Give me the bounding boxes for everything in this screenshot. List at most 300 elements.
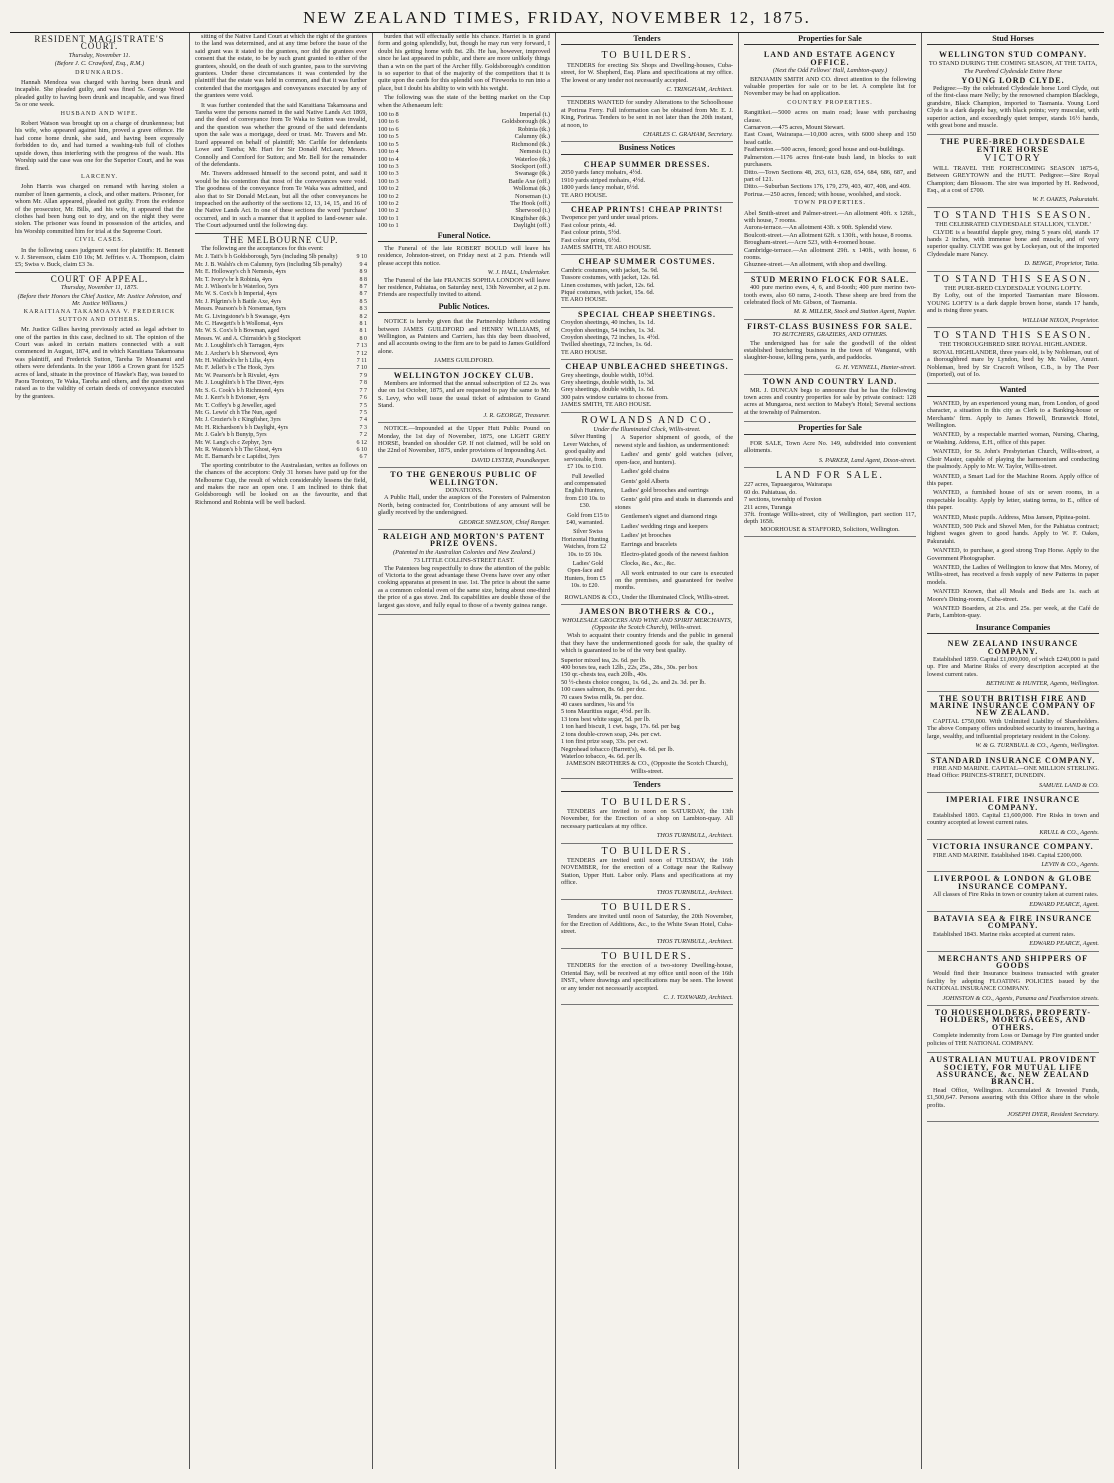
horse-5-name: THE THOROUGHBRED SIRE ROYAL HIGHLANDER. [939, 341, 1087, 349]
list-item: Ladies' and gents' gold watches (silver, open-face, and hunters). [615, 451, 733, 466]
list-item-value: 8 8 [359, 276, 367, 283]
tender-4-signature: THOS TURNBULL, Architect. [656, 888, 733, 896]
list-item: 7 sections, township of Foxton [744, 496, 822, 504]
list-item-value: 6 10 [356, 446, 367, 453]
list-item: 1 ton hard biscuit, 1 cwt. bags, 17s. 6d. per bag [561, 723, 680, 731]
stud-horses-heading: Stud Horses [927, 33, 1099, 45]
husband-wife-text: Robert Watson was brought up on a charge of drunkenness; but his wife, who appeared against him, proved a grave offence. He had come home drunk, she said, and having been expressly forbidden to do, and had turned a washing-tub full of clothes upside down, thus interfering with the progress of the wash. His Worship said the case was one for the Superior Court, and he was fined. [15, 120, 184, 172]
list-item: A Superior shipment of goods, of the newest style and fashion, as undermentioned: [615, 434, 733, 449]
list-item-value: The Hook (off.) [510, 199, 550, 207]
list-item [195, 321, 367, 328]
impound-signature: DAVID LYSTER, Poundkeeper. [471, 456, 550, 464]
insurance-9-text: Complete indemnity from Loss or Damage by Fire granted under policies of THE NATIONAL COMPANY. [927, 1032, 1099, 1047]
town-acre-ad [744, 438, 916, 468]
insurance-ad-7 [927, 912, 1099, 952]
list-item: Twilled sheetings, 72 inches, 1s. 6d. [561, 341, 653, 349]
list-item-value: 8 1 [359, 328, 367, 335]
list-item-value: Richmond (tk.) [511, 140, 550, 148]
list-item-value: 6 12 [356, 439, 367, 446]
list-item [195, 417, 367, 424]
horse-2-text: WILL TRAVEL THE FORTHCOMING SEASON 1875-6, Between GREYTOWN and the HUTT. Pedigree:—Sire Royal Champion; dam Blossom. The sire was imported by H. Redwood, Esq., at a cost of £700. [927, 164, 1099, 194]
list-item: WANTED, by a respectable married woman, Nursing, Charing, or Washing. Address, E.H., office of this paper. [927, 431, 1099, 446]
stud-ad-2 [927, 135, 1099, 207]
stud-company-title: WELLINGTON STUD COMPANY. [938, 50, 1088, 60]
appeal-heading: COURT OF APPEAL. [50, 273, 149, 284]
tender-ad-2 [561, 97, 733, 142]
jockey-club-title: WELLINGTON JOCKEY CLUB. [393, 370, 535, 380]
appeal-continued-b: It was further contended that the said Karaitiana Takamoana and Tareha were the persons named in the said Native Lands Act 1869, and the deed of conveyance from Te Waka to Sutton was invalid, and the question was whether the ground of the said defendants upon the sale was a mortgage, deed or trust. Mr. Travers and Mr. Izard appeared on behalf of plaintiff; Mr. Carlile for defendants Lowe and Tareha; Mr. Hart for Sir Donald McLean; Messrs. Connolly and Cornford for Sutton; and Mr. Bell for the remainder of the defendants. [195, 101, 367, 168]
funeral-notice-2: The Funeral of the late FRANCIS SOPHIA LONDON will leave her residence, Pahiatua, on Saturday next, 13th November, at 2 p.m. Friends are respectfully invited to attend. [378, 276, 550, 299]
jameson-list [561, 657, 733, 761]
list-item: JAMES SMITH, TE ARO HOUSE. [561, 243, 652, 251]
list-item-label: Mr. J. Gale's b h Bunyip, 5yrs [195, 432, 267, 439]
cheap-prints-title: CHEAP PRINTS! CHEAP PRINTS! [570, 204, 724, 214]
list-item: Silver Hunting Lever Watches, of good quality and serviceable, from £7 10s. to £10. [563, 434, 607, 471]
butchers-ad [744, 320, 916, 375]
list-item: 1 ton first prize soap, 33s. per cwt. [561, 738, 649, 746]
list-item [195, 254, 367, 261]
insurance-ad-6 [927, 872, 1099, 912]
funeral-notice-1-signature: W. J. HALL, Undertaker. [487, 269, 550, 277]
list-item: 60 do. Pahiatuaa, do. [744, 488, 797, 496]
list-item-value: Swanage (tk.) [515, 170, 550, 178]
masthead-title: NEW ZEALAND TIMES, FRIDAY, NOVEMBER 12, 1875. [303, 8, 811, 27]
tender-3-text: TENDERS are invited to noon on SATURDAY, the 13th November, for the Erection of a shop on Lambton-quay. All necessary particulars at my office. [561, 807, 733, 830]
insurance-2-title: THE SOUTH BRITISH FIRE AND MARINE INSURANCE COMPANY OF NEW ZEALAND. [930, 693, 1096, 718]
betting-list [378, 111, 550, 230]
ovens-address: 73 LITTLE COLLINS-STREET EAST. [413, 557, 515, 565]
column-1 [10, 33, 190, 1469]
list-item-label: 100 to 2 [378, 207, 399, 215]
land-for-sale-title: LAND FOR SALE. [776, 469, 884, 481]
horse-3-heading: TO STAND THIS SEASON. [933, 209, 1093, 221]
insurance-3-text: FIRE AND MARINE. CAPITAL—ONE MILLION STERLING. Head Office: PRINCES-STREET, DUNEDIN. [927, 764, 1099, 780]
list-item [195, 284, 367, 291]
list-item: 40 cases sardines, ¼s and ½s [561, 701, 635, 709]
insurance-6-title: LIVERPOOL & LONDON & GLOBE INSURANCE COMPANY. [933, 874, 1093, 891]
rowlands-watches-list [561, 434, 612, 593]
insurance-ad-5 [927, 840, 1099, 872]
list-item-label: Mr. J. Kerr's b h Eviomer, 4yrs [195, 395, 269, 402]
list-item: Earrings and bracelets [621, 541, 677, 549]
list-item-value: 7 8 [359, 380, 367, 387]
stud-ad-3 [927, 208, 1099, 272]
funeral-section-heading: Funeral Notice. [378, 230, 550, 242]
list-item [195, 358, 367, 365]
list-item: Aurora-terrace.—An allotment 43ft. x 90ft. Splendid view. [744, 224, 893, 232]
donations-notice [378, 468, 550, 530]
land-agency-text: BENJAMIN SMITH AND CO. direct attention to the following valuable properties for sale or to be let. A complete list for November may be had on application. [744, 75, 916, 98]
appeal-date: Thursday, November 11, 1875. [60, 284, 139, 292]
insurance-3-signature: SAMUEL LAND & CO. [1038, 781, 1099, 789]
list-item-value: 7 4 [359, 417, 367, 424]
list-item [378, 215, 550, 222]
list-item: 70 cases Swiss milk, 9s. per doz. [561, 693, 644, 701]
list-item-label: Mr. J. B. Walsh's ch m Calumny, 6yrs (including 5lb penalty) [195, 261, 342, 268]
melbourne-cup-text: The sporting contributor to the Australasian, writes as follows on the chances of the acceptors: Only 31 horses have paid up for the Melbourne Cup, the result of which considerably lessens the field, and makes the race an open one. I am inclined to think that Goldsborough will be looked on as the favourite, and that Richmond and Robinia will be well backed. [195, 461, 367, 506]
list-item-label: Mr. C. Hawgett's b h Wollomai, 4yrs [195, 321, 283, 328]
column-6 [922, 33, 1104, 1469]
larceny-subhead: LARCENY. [80, 173, 119, 180]
list-item-label: Mr. T. Ivory's br h Robinia, 4yrs [195, 276, 273, 283]
tender-ad-6 [561, 949, 733, 1005]
list-item: All work entrusted to our care is executed on the premises, and guaranteed for twelve months. [615, 569, 733, 592]
appeal-before: (Before their Honors the Chief Justice, Mr. Justice Johnston, and Mr. Justice Williams.) [17, 292, 182, 307]
list-item [378, 111, 550, 118]
list-item: Negrohead tobacco (Barrett's), 4s. 6d. per lb. [561, 745, 675, 753]
list-item: Featherston.—500 acres, fenced; good house and out-buildings. [744, 146, 905, 154]
melbourne-cup-heading: THE MELBOURNE CUP. [223, 234, 339, 245]
tender-4-title: TO BUILDERS. [601, 845, 693, 857]
list-item [195, 269, 367, 276]
list-item: TE ARO HOUSE. [561, 191, 608, 199]
list-item: Croydon sheetings, 54 inches, 1s. 3d. [561, 326, 655, 334]
list-item-label: Mr. J. Loughlin's b h The Diver, 4yrs [195, 380, 284, 387]
list-item: Grey sheetings, double width, 1s. 6d. [561, 386, 655, 394]
horse-2-heading: THE PURE-BRED CLYDESDALE ENTIRE HORSE [940, 137, 1086, 154]
jameson-footer: JAMESON BROTHERS & CO., (Opposite the Scotch Church), Willis-street. [566, 760, 728, 775]
list-item-value: 8 2 [359, 313, 367, 320]
list-item: 300 pairs window curtains to choose from. [561, 393, 669, 401]
list-item-label: 100 to 1 [378, 222, 399, 230]
cheap-dresses-title: CHEAP SUMMER DRESSES. [583, 159, 711, 169]
costumes-title: CHEAP SUMMER COSTUMES. [578, 257, 716, 267]
horse-5-text: ROYAL HIGHLANDER, three years old, is by Nobleman, out of a thoroughbred mare by Lyndon, bred by Mr. Vallee, Amuri. Nobleman, bred by Sir Cracroft Wilson, C.B., is by The Peer (imported), out of Io. [927, 348, 1099, 379]
insurance-2-signature: W. & G. TURNBULL & CO., Agents, Wellington. [975, 742, 1099, 750]
jockey-club-signature: J. R. GEORGE, Treasurer. [483, 411, 550, 419]
list-item: 150 qr.-chests tea, each 20lb., 40s. [561, 671, 648, 679]
list-item-label: 100 to 4 [378, 155, 399, 163]
column-2 [190, 33, 373, 1469]
list-item [195, 454, 367, 461]
tender-ad-5 [561, 900, 733, 949]
rowlands-footer: ROWLANDS & CO., Under the Illuminated Clock, Willis-street. [564, 593, 730, 601]
list-item: WANTED Boarders, at 21s. and 25s. per week, at the Café de Paris, Lambton-quay. [927, 605, 1099, 620]
list-item-value: Battle Axe (off.) [508, 177, 550, 185]
list-item [378, 207, 550, 214]
merino-ad [744, 273, 916, 320]
list-item [195, 425, 367, 432]
list-item: WANTED, to purchase, a good strong Trap Horse. Apply to the Government Photographer. [927, 547, 1099, 562]
list-item: WANTED, 500 Pick and Shovel Men, for the Pahiatua contract; highest wages given to good hands. Apply to W. F. Oakes, Pakuratahi. [927, 522, 1099, 545]
unbleached-ad [561, 360, 733, 412]
list-item: Cambric costumes, with jacket, 5s. 9d. [561, 266, 659, 274]
insurance-5-signature: LEVIN & CO., Agents. [1041, 860, 1099, 868]
insurance-4-signature: KRULL & CO., Agents. [1039, 828, 1099, 836]
tender-5-title: TO BUILDERS. [601, 902, 693, 913]
insurance-ad-1 [927, 637, 1099, 691]
horse-3-signature: D. BENGE, Proprietor, Taita. [1024, 260, 1099, 268]
list-item-value: Nemesis (t.) [519, 148, 550, 156]
melbourne-cup-intro: The following are the acceptances for this event: [201, 244, 324, 252]
insurance-3-title: STANDARD INSURANCE COMPANY. [930, 755, 1096, 765]
insurance-7-signature: EDWARD PEARCE, Agent. [1029, 940, 1099, 948]
list-item [378, 133, 550, 140]
list-item [195, 351, 367, 358]
tenders-heading: Tenders [561, 33, 733, 45]
ovens-text: The Patentees beg respectfully to draw the attention of the public of Victoria to the great advantage these Ovens have over any other cooking apparatus at present in use. 1st. The price is about the same as a common colonial oven of the same size, being about one-third the price of a gas stove. 2nd. Its capabilities are double those of the largest gas stove, and fully equal to those of a twenty guinea range. [378, 564, 550, 609]
insurance-10-signature: JOSEPH DYER, Resident Secretary. [1007, 1110, 1099, 1118]
rm-court-date: Thursday, November 11. [68, 51, 131, 59]
civil-text: In the following cases judgment went for plaintiffs: H. Bennett v. J. Stevenson, claim £10 10s; M. Jeffries v. A. Thompson, claim £5; Swiss v. Buck, claim £3 3s. [15, 246, 184, 269]
list-item: Electro-plated goods of the newest fashion [621, 550, 729, 558]
newspaper-page [10, 0, 1104, 1470]
drunkards-subhead: DRUNKARDS. [75, 69, 124, 76]
horse-1-text: Pedigree:—By the celebrated Clydesdale horse Lord Clyde, out of the first-class mare Nelly; by the renowned champion Blacklegs, grandsire, Black Champion, imported to Tasmania. Young Lord Clyde is a dark dapple bay, with black points; very muscular, with superior action, and exceedingly quiet temper, stands 16½ hands, with great bone and muscle. [927, 85, 1099, 130]
list-item-label: Mr. J. Wilson's br h Waterloo, 5yrs [195, 284, 279, 290]
country-properties-heading: COUNTRY PROPERTIES. [787, 99, 873, 106]
list-item: WANTED, a furnished house of six or seven rooms, in a respectable locality. Apply by letter, stating terms, to E., office of this paper. [927, 489, 1099, 512]
horse-3-name: THE CELEBRATED CLYDESDALE STALLION, 'CLYDE.' [935, 221, 1091, 229]
list-item: TE ARO HOUSE. [561, 348, 608, 356]
butchers-text: The undersigned has for sale the goodwill of the oldest established butchering business in the town of Wanganui, with slaughter-house, killing pens, yards, and paddocks. [744, 339, 916, 362]
list-item: Ladies' Gold Open-face and Hunters, from £5 10s. to £20. [564, 560, 606, 590]
cheap-dresses-list [561, 169, 733, 199]
list-item-label: Mr. G. Lewis' ch h The Nun, aged [195, 409, 277, 416]
list-item [195, 432, 367, 439]
donations-signature: GEORGE SNELSON, Chief Ranger. [458, 518, 550, 526]
cup-continued-a: burden that will effectually settle his chance. Harriet is in grand form and going splendidly, but, though he may run very forward, I doubt his getting home with 8st. 2lb. He has, however, improved since he last appeared in public, and there are more unlikely things than a win on the part of the Archer filly. Goldsborough's condition is so superior to that of the majority of the competitors that it is quite upon the cards for this splendid son of Fireworks to run into a place, but I doubt his ability to win with his weight. [378, 33, 550, 92]
list-item-value: 7 5 [359, 402, 367, 409]
insurance-5-title: VICTORIA INSURANCE COMPANY. [932, 842, 1094, 852]
list-item-label: 100 to 6 [378, 125, 399, 133]
list-item [378, 193, 550, 200]
list-item: TE ARO HOUSE. [561, 296, 608, 304]
list-item: Carnarvon.—475 acres, Mount Stewart. [744, 124, 845, 132]
costumes-list [561, 267, 733, 304]
list-item: Linen costumes, with jacket, 12s. 6d. [561, 281, 655, 289]
list-item: Ditto.—Suburban Sections 176, 179, 279, 403, 407, 408, and 409. [744, 183, 911, 191]
jockey-club-text: Members are informed that the annual subscription of £2 2s. was due on 1st October, 1875, and are requested to pay the same to Mr. S. Levy, who will issue the usual ticket of admission to Grand Stand. [378, 380, 550, 410]
list-item [378, 126, 550, 133]
list-item-label: Mr. H. Richardson's b h Daylight, 4yrs [195, 424, 288, 431]
business-notices-heading: Business Notices [561, 142, 733, 154]
list-item [195, 306, 367, 313]
tenders-2-heading: Tenders [561, 779, 733, 791]
list-item-value: 9 10 [356, 254, 367, 261]
list-item-label: 100 to 1 [378, 214, 399, 222]
list-item: Twopence per yard under usual prices. [561, 214, 659, 222]
column-3 [373, 33, 556, 1469]
cheap-prints-list [561, 214, 733, 251]
rowlands-goods-list [615, 434, 733, 593]
list-item-value: Goldsborough (tk.) [501, 118, 550, 126]
list-item: Waterloo tobacco, 4s. 6d. per lb. [561, 752, 643, 760]
list-item-label: 100 to 5 [378, 133, 399, 141]
impound-notice [378, 423, 550, 468]
public-notices-heading: Public Notices. [378, 301, 550, 313]
list-item: Palmerston.—1176 acres first-rate bush land, in blocks to suit purchasers. [744, 153, 916, 169]
list-item-value: 7 13 [356, 343, 367, 350]
insurance-6-text: All classes of Fire Risks in town or country taken at current rates. [933, 891, 1099, 899]
stud-ad-4 [927, 272, 1099, 328]
list-item [195, 343, 367, 350]
list-item-value: 8 1 [359, 321, 367, 328]
list-item: Ladies' wedding rings and keepers [621, 522, 708, 530]
merino-signature: M. R. MILLER, Stock and Station Agent, Napier. [793, 308, 916, 316]
funeral-notice-1: The Funeral of the late ROBERT BOULD will leave his residence, Johnston-street, on Friday next at 2 p.m. Friends will please accept this notice. [378, 244, 550, 267]
list-item-value: 7 5 [359, 409, 367, 416]
properties-heading: Properties for Sale [744, 33, 916, 45]
tender-ad-1 [561, 48, 733, 97]
list-item: Fast colour prints, 6½d. [561, 236, 621, 244]
sheetings-list [561, 319, 733, 356]
list-item-label: Mr. R. Watson's b h The Ghost, 4yrs [195, 446, 283, 453]
list-item-value: 8 3 [359, 306, 367, 313]
insurance-5-text: FIRE AND MARINE. Established 1849. Capital £200,000. [933, 851, 1083, 859]
list-item [378, 118, 550, 125]
list-item: Piqué costumes, with jacket, 15s. 6d. [561, 288, 655, 296]
properties-2-heading: Properties for Sale [744, 422, 916, 434]
butchers-title: FIRST-CLASS BUSINESS FOR SALE. [747, 321, 913, 331]
donations-subtitle: DONATIONS. [445, 486, 483, 494]
list-item-label: 100 to 3 [378, 177, 399, 185]
list-item: WANTED, a Smart Lad for the Machine Room. Apply office of this paper. [927, 472, 1099, 487]
land-agency-subtitle: (Next the Odd Fellows' Hall, Lambton-quay.) [772, 67, 888, 75]
insurance-9-title: TO HOUSEHOLDERS, PROPERTY-HOLDERS, MORTGAGEES, AND OTHERS. [934, 1008, 1092, 1032]
tender-2-text: TENDERS WANTED for sundry Alterations to the Schoolhouse at Porirua Ferry. Full information can be obtained from Mr. E. J. King, Porirua. Tenders to be sent in not later than the 20th instant, at noon, to [561, 99, 733, 129]
insurance-ad-10 [927, 1053, 1099, 1122]
appeal-text: Mr. Justice Gillies having previously acted as legal adviser to one of the parties in this case, declined to sit. The opinion of the Court was asked in certain matters connected with a suit commenced in August, 1874, and in which Karaitiana Takamoana was plaintiff, and Frederick Sutton, Tareha Te Moananui and others were defendants. In the year 1866 a Crown grant for 1525 acres of land, situate in the province of Hawke's Bay, was issued to Paora Torotoro, Te Waka, Tareha and others, and the question was raised as to the validity of certain deeds of conveyance executed by the grantees. [15, 326, 184, 400]
list-item-value: 8 9 [359, 269, 367, 276]
list-item-value: Waterloo (tk.) [514, 155, 550, 163]
list-item [378, 185, 550, 192]
sheetings-title: SPECIAL CHEAP SHEETINGS. [577, 309, 717, 319]
list-item: Cambridge-terrace.—An allotment 29ft. x 140ft., with house, 6 rooms. [744, 246, 916, 261]
horse-2-name: VICTORY [984, 153, 1042, 165]
list-item: Porirua.—250 acres, fenced; with house, woolshed, and stock. [744, 190, 902, 198]
list-item-value: Stockport (off.) [510, 162, 550, 170]
merino-title: STUD MERINO FLOCK FOR SALE. [750, 274, 910, 284]
insurance-7-title: BATAVIA SEA & FIRE INSURANCE COMPANY. [933, 914, 1093, 931]
list-item: Abel Smith-street and Palmer-street.—An allotment 40ft. x 126ft., with house, 7 rooms. [744, 209, 916, 224]
list-item: Ladies' jet brooches [621, 531, 672, 539]
land-for-sale-ad [744, 468, 916, 537]
land-agency-title: LAND AND ESTATE AGENCY OFFICE. [763, 50, 897, 67]
list-item: WANTED, Music pupils. Address, Miss Jansen, Pipitea-point. [933, 513, 1090, 521]
list-item-value: 7 12 [356, 350, 367, 357]
tender-3-signature: THOS TURNBULL, Architect. [656, 832, 733, 840]
list-item: 211 acres, Turanga [744, 503, 792, 511]
partnership-signature: JAMES GUILDFORD. [434, 357, 494, 365]
cheap-prints-ad [561, 203, 733, 255]
list-item: Silver Swiss Horizontal Hunting Watches, from £2 10s. to £6 10s. [561, 529, 609, 558]
list-item [378, 222, 550, 229]
tender-3-title: TO BUILDERS. [601, 796, 693, 808]
list-item: Ladies' gold brooches and earrings [621, 486, 709, 494]
stud-ad-1 [927, 48, 1099, 135]
list-item-value: 8 0 [359, 335, 367, 342]
list-item-label: 100 to 4 [378, 148, 399, 156]
list-item: 37ft. frontage Willis-street, city of Wellington, part section 117, depth 165ft. [744, 510, 916, 526]
costumes-ad [561, 255, 733, 307]
jameson-text: Wish to acquaint their country friends and the public in general that they have the undermentioned goods for sale, the quality of which is guaranteed to be of the very best quality. [561, 632, 733, 655]
list-item: Ghuznee-street.—An allotment, with shop and dwelling. [744, 261, 887, 269]
list-item-label: Mr. H. Waldock's br h Lilia, 4yrs [195, 358, 274, 365]
insurance-1-text: Established 1859. Capital £1,000,000, of which £240,000 is paid up. Fire and Marine Risks of every description accepted at the lowest current rates. [927, 656, 1099, 678]
insurance-8-text: Would find their Insurance business transacted with greater facility by adopting FLOATING POLICIES issued by the NATIONAL INSURANCE COMPANY. [927, 970, 1099, 993]
list-item-value: 6 7 [359, 454, 367, 461]
insurance-ad-3 [927, 754, 1099, 794]
list-item [195, 291, 367, 298]
list-item: Gentlemen's signet and diamond rings [621, 513, 718, 521]
horse-4-text: By Lofty, out of the imported Tasmanian mare Blossom. YOUNG LOFTY is a dark dapple brown horse, stands 17 hands, and is rising three years. [927, 292, 1099, 315]
list-item: Ladies' gold chains [621, 468, 670, 476]
land-for-sale-list [744, 481, 916, 525]
list-item [195, 314, 367, 321]
insurance-4-text: Established 1803. Capital £1,600,000. Fire Risks in town and country accepted at lowest current rates. [927, 811, 1099, 827]
rm-court-before: (Before J. C. Crawford, Esq., R.M.) [54, 60, 145, 68]
list-item: WANTED Known, that all Meals and Beds are 1s. each at Moore's Dining-rooms, Cuba-street. [927, 588, 1099, 603]
list-item: Brougham-street.—Acre 523, with 4-roomed house. [744, 239, 876, 247]
acceptances-list [195, 254, 367, 461]
land-agency-ad [744, 48, 916, 272]
horse-2-signature: W. F. OAKES, Pakuratahi. [1032, 196, 1099, 204]
jameson-subtitle: WHOLESALE GROCERS AND WINE AND SPIRIT MERCHANTS, (Opposite the Scotch Church), Willis-street. [561, 616, 733, 631]
list-item [195, 395, 367, 402]
tender-6-text: TENDERS for the erection of a two-storey Dwelling-house, Oriental Bay, will be received at my office until noon of the 16th INST., where drawings and specifications may be seen. The lowest or any tender not necessarily accepted. [561, 962, 733, 992]
list-item [378, 178, 550, 185]
list-item: Grey sheetings, double width, 10½d. [561, 371, 654, 379]
list-item-label: Mr. J. Pilgrim's b h Battle Axe, 4yrs [195, 298, 282, 305]
list-item [378, 170, 550, 177]
town-acre-signature: S. PARKER, Land Agent, Dixon-street. [818, 456, 916, 464]
list-item: 400 boxes tea, each 12lb., 22s, 25s., 28s., 30s. per box [561, 664, 698, 672]
list-item [378, 148, 550, 155]
list-item-label: Mr. S. G. Cook's b h Richmond, 4yrs [195, 387, 284, 394]
rowlands-title: ROWLANDS AND CO. [581, 414, 713, 426]
list-item-value: 9 4 [359, 261, 367, 268]
insurance-4-title: IMPERIAL FIRE INSURANCE COMPANY. [945, 795, 1081, 812]
list-item-value: Wollomai (tk.) [513, 185, 550, 193]
appeal-continued-c: Mr. Travers addressed himself to the second point, and said it would be his contention that most of the conveyances were void. The goodness of the conveyance from Te Waka was admitted, and also that to Sir Donald McLean, but all the other conveyances he impeached on the authority of the sections 12, 13, 14, 15, and 16 of the Native Lands Act. In one of these sections the word 'purchase' occurred, and in such a manner that it applied to land-owner sale. The Court adjourned until the following day. [195, 170, 367, 230]
insurance-10-text: Head Office, Wellington. Accumulated & Invested Funds, £1,500,647. Persons assuring with this Office share in the whole profits. [927, 1086, 1099, 1109]
sheetings-ad [561, 308, 733, 360]
wanted-heading: Wanted [927, 384, 1099, 396]
list-item: 50 ½-chests choice congou, 1s. 6d., 2s. and 2s. 3d. per lb. [561, 678, 706, 686]
list-item-label: Mr. E. Barnard's br c Lapidist, 3yrs [195, 454, 280, 461]
tender-ad-3 [561, 795, 733, 844]
list-item [195, 262, 367, 269]
list-item-value: 8 5 [359, 298, 367, 305]
horse-5-heading: TO STAND THIS SEASON. [933, 330, 1093, 341]
ovens-subtitle: (Patented in the Australian Colonies and New Zealand.) [393, 548, 535, 556]
list-item-label: Mr. J. Tait's b h Goldsborough, 5yrs (including 5lb penalty) [195, 254, 338, 261]
list-item-label: Mr. W. Lang's ch c Zephyr, 3yrs [195, 439, 272, 446]
list-item-value: 7 10 [356, 365, 367, 372]
list-item: East Coast, Wairarapa.—10,000 acres, with 6000 sheep and 150 head cattle. [744, 131, 916, 146]
list-item: Rangitikei.—5000 acres on main road; lease with purchasing clause. [744, 109, 916, 124]
list-item-value: 8 7 [359, 284, 367, 290]
list-item-value: Sherwood (t.) [515, 207, 550, 215]
town-properties-list [744, 210, 916, 269]
list-item: 1910 yards striped mohairs, 4½d. [561, 176, 646, 184]
list-item: WANTED, for St. John's Presbyterian Church, Willis-street, a Choir Master, capable of playing the harmonium and conducting the psalmody. Apply to Mr. W. Taylor, Willis-street. [927, 448, 1099, 471]
list-item-label: Messrs. Pearson's b h Norseman, 6yrs [195, 306, 286, 313]
larceny-text: John Harris was charged on remand with having stolen a number of linen garments, a clock, and other matters. Prisoner, for whom Mr. Allan appeared, pleaded not guilty. From the evidence of the prosecutor, Mr. Bills, and his wife, it appeared that the clothes had been hung out to dry, and on the night they were stolen. The prisoner was found in possession of the articles, and his Worship committed him for trial at the Supreme Court. [15, 183, 184, 235]
tender-ad-4 [561, 844, 733, 900]
list-item-label: Mr. J. Loughlin's ch h Tarragon, 4yrs [195, 343, 284, 350]
donations-text: A Public Hall, under the auspices of the Foresters of Palmerston North, being contracted for, Contributions of any amount will be gladly received by the undersigned. [378, 494, 550, 517]
ovens-title: RALEIGH AND MORTON'S PATENT PRIZE OVENS. [382, 531, 546, 549]
list-item [195, 440, 367, 447]
list-item-label: 100 to 5 [378, 140, 399, 148]
list-item: Fast colour prints, 4d. [561, 221, 617, 229]
list-item [195, 277, 367, 284]
tender-4-text: TENDERS are invited until noon of TUESDAY, the 16th NOVEMBER, for the erection of a Cottage near the Railway Station, Upper Hutt. Labor only. Plans and specifications at my office. [561, 856, 733, 887]
stud-ad-5 [927, 328, 1099, 384]
column-4 [556, 33, 739, 1469]
